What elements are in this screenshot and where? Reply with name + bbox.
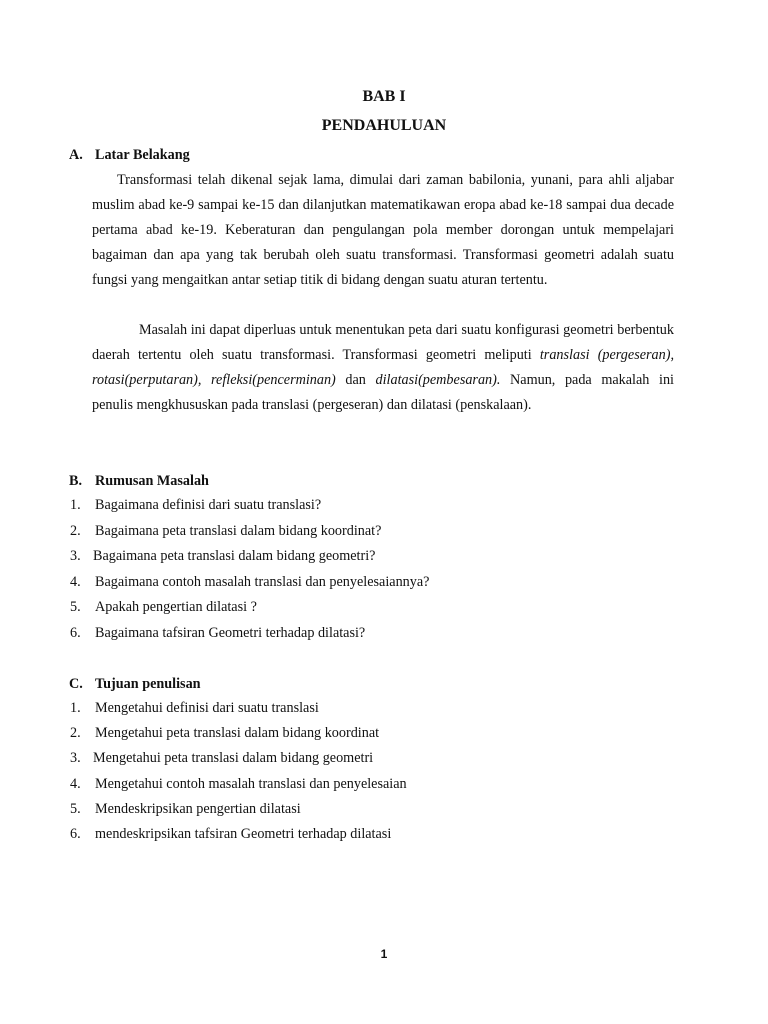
page-number: 1: [380, 947, 388, 961]
background-paragraph-1: Transformasi telah dikenal sejak lama, dimulai dari zaman babilonia, yunani, para ahli aljabar muslim abad ke-9 sampai ke-15 dan dilanjutkan matematikawan eropa abad ke-18 sampai dua decade pertama abad ke-19. Keberaturan dan pengulangan pola member dorongan untuk mempelajari bagaiman dan apa yang tak berubah oleh suatu transformasi. Transformasi geometri adalah suatu fungsi yang mengaitkan antar setiap titik di bidang dengan suatu aturan tertentu.: [92, 172, 674, 288]
section-c-heading: [69, 676, 201, 693]
paragraph-2-italic-a: translasi (pergeseran), rotasi(perputaran), refleksi(pencerminan): [92, 347, 674, 388]
list-item: 6. Bagaimana tafsiran Geometri terhadap dilatasi?: [70, 625, 366, 641]
section-b-title: Rumusan Masalah: [95, 473, 209, 489]
list-item: 3. Mengetahui peta translasi dalam bidang geometri: [70, 750, 374, 766]
list-item: 1. Bagaimana definisi dari suatu translasi?: [70, 497, 322, 513]
section-a-letter: A.: [69, 147, 83, 163]
paragraph-2-italic-b: dilatasi(pembesaran).: [375, 372, 501, 388]
section-c-letter: C.: [69, 676, 83, 692]
list-item: 4. Bagaimana contoh masalah translasi dan penyelesaiannya?: [70, 574, 430, 590]
list-item: 5. Mendeskripsikan pengertian dilatasi: [70, 801, 301, 817]
paragraph-2-text-b: dan: [335, 372, 376, 388]
list-item: 1. Mengetahui definisi dari suatu translasi: [70, 700, 319, 716]
list-item: 3. Bagaimana peta translasi dalam bidang geometri?: [70, 548, 376, 564]
section-b-letter: B.: [69, 473, 83, 489]
paragraph-2-text-a: Masalah ini dapat diperluas untuk menentukan peta dari suatu konfigurasi geometri berbentuk daerah tertentu oleh suatu transformasi. Transformasi geometri meliputi: [92, 322, 674, 363]
list-item: 2. Mengetahui peta translasi dalam bidang koordinat: [70, 725, 380, 741]
background-paragraph-2: [92, 318, 674, 418]
chapter-number: BAB I: [362, 88, 406, 105]
section-c-title: Tujuan penulisan: [95, 676, 201, 692]
list-item: 2. Bagaimana peta translasi dalam bidang koordinat?: [70, 523, 382, 539]
list-item: 5. Apakah pengertian dilatasi ?: [70, 599, 257, 615]
chapter-title: PENDAHULUAN: [321, 117, 447, 134]
list-item: 6. mendeskripsikan tafsiran Geometri terhadap dilatasi: [70, 826, 392, 842]
section-b-heading: [69, 473, 209, 490]
list-item: 4. Mengetahui contoh masalah translasi dan penyelesaian: [70, 776, 407, 792]
section-a-title: Latar Belakang: [95, 147, 190, 163]
section-a-heading: [69, 147, 190, 164]
paragraph-2-text-c: Namun, pada makalah ini penulis mengkhususkan pada translasi (pergeseran) dan dilatasi (penskalaan).: [92, 372, 674, 413]
